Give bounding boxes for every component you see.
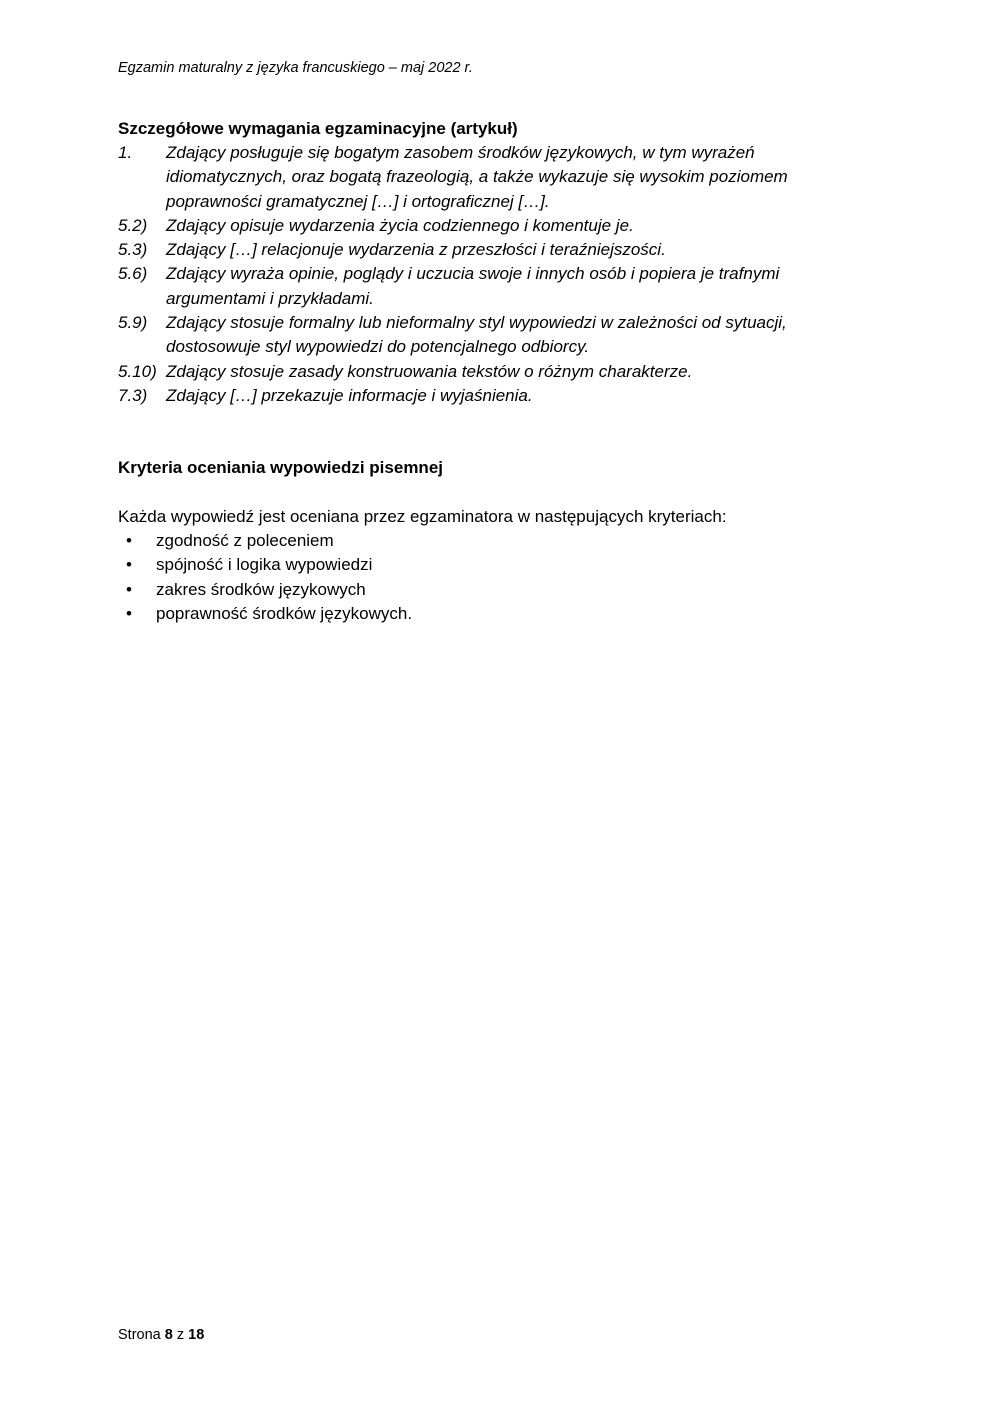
total-page-count: 18: [188, 1327, 205, 1343]
requirement-item: [118, 238, 858, 262]
bullet-icon: •: [126, 579, 132, 599]
page-header: Egzamin maturalny z języka francuskiego – maj 2022 r.: [118, 60, 473, 76]
criteria-text: spójność i logika wypowiedzi: [156, 555, 373, 575]
criteria-item: [118, 553, 412, 577]
requirement-number: 5.3): [118, 240, 148, 260]
requirement-item: [118, 311, 858, 360]
criteria-list: [118, 529, 412, 626]
requirement-number: 5.10): [118, 361, 157, 381]
footer-separator: z: [176, 1327, 185, 1343]
criteria-item: [118, 578, 412, 602]
requirement-text: Zdający posługuje się bogatym zasobem środków językowych, w tym wyrażeń idiomatycznych, oraz bogatą frazeologią, a także wykazuje się wysokim poziomem poprawności gramatycznej […] i ortograficznej […].: [166, 143, 788, 211]
requirement-item: [118, 360, 858, 384]
requirement-item: [118, 214, 858, 238]
requirement-item: [118, 384, 858, 408]
requirement-item: [118, 141, 858, 214]
bullet-icon: •: [126, 531, 132, 550]
requirement-number: 5.2): [118, 215, 148, 235]
requirement-text: Zdający stosuje zasady konstruowania tekstów o różnym charakterze.: [166, 361, 693, 381]
requirement-number: 5.6): [118, 264, 148, 284]
requirement-text: Zdający opisuje wydarzenia życia codziennego i komentuje je.: [166, 215, 634, 235]
requirement-text: Zdający wyraża opinie, poglądy i uczucia swoje i innych osób i popiera je trafnymi argumentami i przykładami.: [166, 264, 780, 308]
criteria-item: [118, 529, 412, 553]
criteria-text: poprawność środków językowych.: [156, 603, 413, 623]
criteria-item: [118, 602, 412, 626]
requirement-text: Zdający stosuje formalny lub nieformalny styl wypowiedzi w zależności od sytuacji, dostosowuje styl wypowiedzi do potencjalnego odbiorcy.: [166, 313, 787, 357]
criteria-intro: Każda wypowiedź jest oceniana przez egzaminatora w następujących kryteriach:: [118, 507, 727, 526]
requirement-number: 7.3): [118, 385, 148, 405]
requirements-list: [118, 141, 858, 408]
footer-prefix: Strona: [118, 1327, 161, 1343]
criteria-text: zgodność z poleceniem: [156, 531, 334, 550]
criteria-text: zakres środków językowych: [156, 579, 366, 599]
current-page-number: 8: [164, 1327, 173, 1343]
requirement-text: Zdający […] przekazuje informacje i wyjaśnienia.: [166, 385, 533, 405]
requirement-number: 1.: [118, 143, 133, 162]
bullet-icon: •: [126, 603, 132, 623]
bullet-icon: •: [126, 555, 132, 575]
requirement-number: 5.9): [118, 313, 148, 333]
requirements-title: Szczegółowe wymagania egzaminacyjne (artykuł): [118, 119, 518, 138]
requirement-item: [118, 262, 858, 311]
criteria-title: Kryteria oceniania wypowiedzi pisemnej: [118, 458, 443, 477]
requirement-text: Zdający […] relacjonuje wydarzenia z przeszłości i teraźniejszości.: [166, 240, 666, 260]
page-footer: [118, 1325, 204, 1345]
